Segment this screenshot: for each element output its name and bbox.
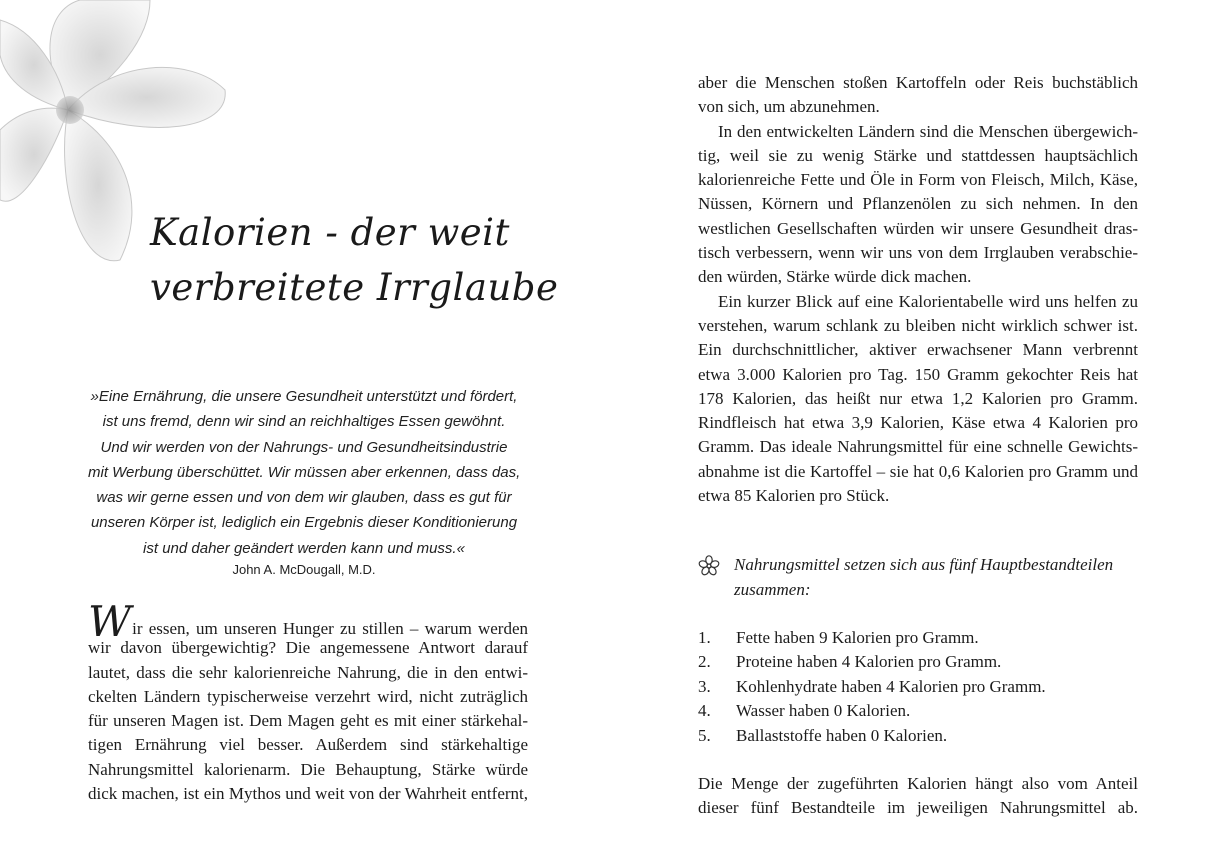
bullet-heading-line: Nahrungsmittel setzen sich aus fünf Hauptbestandteilen xyxy=(734,555,1114,574)
body-line: kalorienreiche Fette und Öle in Form von Fleisch, Milch, Käse, xyxy=(698,170,1138,190)
list-text: Fette haben 9 Kalorien pro Gramm. xyxy=(736,628,979,647)
body-line: westlichen Gesellschaften würden wir unsere Gesundheit dras- xyxy=(698,218,1138,238)
quote-line: mit Werbung überschüttet. Wir müssen aber erkennen, dass das, xyxy=(88,463,521,481)
chapter-title-line: verbreitete Irrglaube xyxy=(150,266,559,309)
list-number: 5. xyxy=(698,725,711,745)
body-line: Rindfleisch hat etwa 3,9 Kalorien, Käse etwa 4 Kalorien pro xyxy=(698,413,1138,433)
body-line: tisch verbessern, wenn wir uns von dem Irrglauben verabschie- xyxy=(698,243,1138,263)
closing-paragraph xyxy=(698,772,1138,821)
body-line: wir davon übergewichtig? Die angemessene Antwort darauf xyxy=(88,638,528,658)
body-line: verstehen, warum schlank zu bleiben nicht wirklich schwer ist. xyxy=(698,315,1138,335)
list-item xyxy=(698,650,1138,674)
body-line: 178 Kalorien, das heißt nur etwa 1,2 Kalorien pro Gramm. xyxy=(698,388,1138,408)
epigraph-quote xyxy=(88,384,520,561)
drop-cap: W xyxy=(88,597,132,646)
list-number: 1. xyxy=(698,628,711,647)
list-item xyxy=(698,724,1138,748)
quote-author: John A. McDougall, M.D. xyxy=(232,562,376,577)
list-text: Ballaststoffe haben 0 Kalorien. xyxy=(736,725,948,745)
list-item xyxy=(698,699,1138,723)
body-line xyxy=(88,597,528,646)
body-line: etwa 85 Kalorien pro Stück. xyxy=(698,486,890,506)
quote-line: ist und daher geändert werden kann und muss.« xyxy=(143,539,465,557)
nutrient-list xyxy=(698,626,1138,748)
body-line: den würden, Stärke würde dick machen. xyxy=(698,267,972,287)
body-line-text: ir essen, um unseren Hunger zu stillen – warum werden xyxy=(132,619,528,638)
bullet-heading-line: zusammen: xyxy=(734,580,811,599)
body-line: dick machen, ist ein Mythos und weit von der Wahrheit entfernt, xyxy=(88,784,528,804)
body-text-left xyxy=(88,597,528,806)
body-line: lautet, dass die sehr kalorienreiche Nahrung, die in den entwi- xyxy=(88,662,528,682)
list-item xyxy=(698,626,1138,650)
body-line: Nüssen, Körnern und Pflanzenölen zu sich nehmen. In den xyxy=(698,194,1138,214)
list-number: 2. xyxy=(698,652,711,672)
list-item xyxy=(698,675,1138,699)
body-line: Ein durchschnittlicher, aktiver erwachsener Mann verbrennt xyxy=(698,340,1138,360)
body-line: tigen Ernährung viel besser. Außerdem sind stärkehaltige xyxy=(88,735,528,755)
quote-line: »Eine Ernährung, die unsere Gesundheit unterstützt und fördert, xyxy=(90,388,518,405)
list-text: Kohlenhydrate haben 4 Kalorien pro Gramm. xyxy=(736,676,1046,696)
body-line: aber die Menschen stoßen Kartoffeln oder Reis buchstäblich xyxy=(698,73,1138,92)
body-line: für unseren Magen ist. Dem Magen geht es mit einer stärkehal- xyxy=(88,711,528,731)
body-text-right xyxy=(698,71,1138,508)
body-line: etwa 3.000 Kalorien pro Tag. 150 Gramm gekochter Reis hat xyxy=(698,364,1138,384)
body-line: tig, weil sie zu wenig Stärke und stattdessen hauptsächlich xyxy=(698,145,1138,165)
list-number: 3. xyxy=(698,676,711,696)
body-line: Nahrungsmittel kalorienarm. Die Behauptung, Stärke würde xyxy=(88,759,528,779)
closing-line: dieser fünf Bestandteile im jeweiligen Nahrungsmittel ab. xyxy=(698,798,1138,818)
body-line: Gramm. Das ideale Nahrungsmittel für eine schnelle Gewichts- xyxy=(698,437,1138,457)
chapter-title xyxy=(150,205,559,315)
body-line: ckelten Ländern typischerweise verzehrt wird, nicht zuträglich xyxy=(88,686,528,706)
left-page xyxy=(0,0,608,858)
body-line: abnahme ist die Kartoffel – sie hat 0,6 Kalorien pro Gramm und xyxy=(698,461,1138,481)
flower-bullet-icon xyxy=(698,555,720,577)
quote-line: unseren Körper ist, lediglich ein Ergebnis dieser Konditionierung xyxy=(90,514,518,532)
list-text: Wasser haben 0 Kalorien. xyxy=(736,701,911,721)
bullet-heading xyxy=(698,552,1138,602)
body-line: In den entwickelten Ländern sind die Menschen übergewich- xyxy=(718,121,1138,141)
quote-line: ist uns fremd, denn wir sind an reichhaltiges Essen gewöhnt. xyxy=(102,413,506,431)
list-text: Proteine haben 4 Kalorien pro Gramm. xyxy=(736,652,1002,672)
closing-line: Die Menge der zugeführten Kalorien hängt also vom Anteil xyxy=(698,774,1138,793)
body-line: von sich, um abzunehmen. xyxy=(698,97,880,117)
quote-line: was wir gerne essen und von dem wir glauben, dass es gut für xyxy=(96,489,512,507)
body-line: Ein kurzer Blick auf eine Kalorientabelle wird uns helfen zu xyxy=(718,291,1138,311)
quote-line: Und wir werden von der Nahrungs- und Gesundheitsindustrie xyxy=(100,438,508,456)
list-number: 4. xyxy=(698,701,711,721)
chapter-title-line: Kalorien - der weit xyxy=(150,211,510,254)
